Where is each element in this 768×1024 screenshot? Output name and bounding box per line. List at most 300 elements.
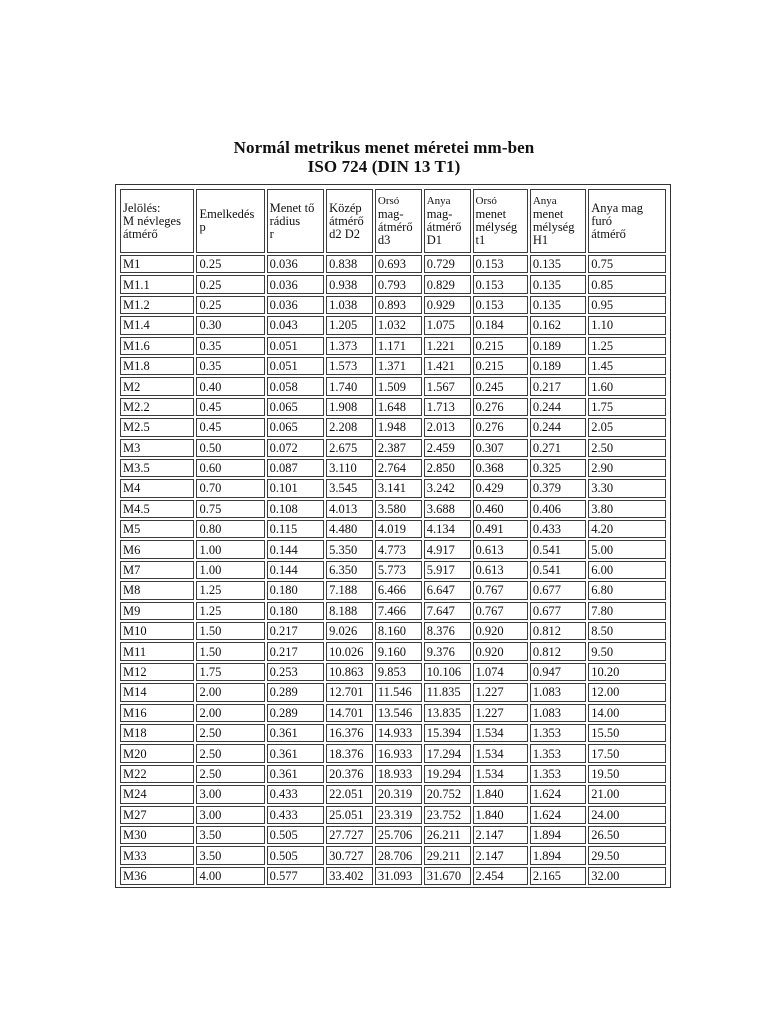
- table-cell: 0.184: [473, 316, 528, 334]
- table-cell: 5.350: [326, 540, 373, 558]
- table-cell: 6.00: [588, 561, 666, 579]
- table-cell: 0.379: [530, 479, 586, 497]
- table-cell: 1.421: [424, 357, 471, 375]
- table-cell: 1.948: [375, 418, 422, 436]
- table-cell: 2.50: [196, 765, 264, 783]
- column-header-line: átmérő: [123, 226, 158, 241]
- table-cell: 0.85: [588, 275, 666, 293]
- table-cell: 0.812: [530, 622, 586, 640]
- table-cell: 0.505: [267, 846, 324, 864]
- table-cell: 2.50: [196, 724, 264, 742]
- table-cell: 4.480: [326, 520, 373, 538]
- table-cell: 0.60: [196, 459, 264, 477]
- table-cell: 3.242: [424, 479, 471, 497]
- table-cell: 1.894: [530, 826, 586, 844]
- table-cell: 8.160: [375, 622, 422, 640]
- table-cell: 2.50: [196, 744, 264, 762]
- table-cell: 1.75: [196, 663, 264, 681]
- table-cell: 1.567: [424, 377, 471, 395]
- table-cell: 3.80: [588, 500, 666, 518]
- column-header-line: Orsó: [377, 195, 400, 207]
- table-row: [120, 520, 666, 538]
- table-cell: 6.350: [326, 561, 373, 579]
- table-cell: 6.466: [375, 581, 422, 599]
- column-header-line: menet: [475, 207, 507, 221]
- table-cell: 0.613: [473, 561, 528, 579]
- thread-designation-cell: M33: [120, 846, 194, 864]
- table-cell: 0.072: [267, 439, 324, 457]
- table-row: [120, 479, 666, 497]
- table-cell: 0.30: [196, 316, 264, 334]
- table-cell: 0.051: [267, 357, 324, 375]
- table-cell: 2.90: [588, 459, 666, 477]
- table-cell: 0.153: [473, 275, 528, 293]
- table-row: [120, 724, 666, 742]
- table-cell: 0.40: [196, 377, 264, 395]
- table-cell: 1.074: [473, 663, 528, 681]
- thread-designation-cell: M2: [120, 377, 194, 395]
- thread-dimensions-table: [118, 187, 668, 887]
- table-row: [120, 296, 666, 314]
- table-cell: 31.670: [424, 867, 471, 885]
- table-cell: 0.135: [530, 275, 586, 293]
- table-cell: 0.812: [530, 642, 586, 660]
- column-header-line: M névleges: [123, 213, 181, 228]
- thread-designation-cell: M5: [120, 520, 194, 538]
- table-cell: 0.051: [267, 337, 324, 355]
- table-row: [120, 337, 666, 355]
- table-cell: 1.075: [424, 316, 471, 334]
- table-cell: 2.50: [588, 439, 666, 457]
- table-cell: 1.25: [196, 581, 264, 599]
- table-cell: 31.093: [375, 867, 422, 885]
- table-cell: 0.144: [267, 540, 324, 558]
- table-cell: 3.545: [326, 479, 373, 497]
- column-header: [530, 189, 586, 253]
- table-cell: 0.135: [530, 296, 586, 314]
- table-row: [120, 418, 666, 436]
- table-cell: 13.546: [375, 704, 422, 722]
- table-row: [120, 683, 666, 701]
- thread-designation-cell: M1.6: [120, 337, 194, 355]
- table-cell: 1.353: [530, 744, 586, 762]
- table-cell: 0.541: [530, 561, 586, 579]
- table-cell: 0.429: [473, 479, 528, 497]
- table-cell: 0.577: [267, 867, 324, 885]
- table-cell: 0.767: [473, 581, 528, 599]
- table-cell: 5.917: [424, 561, 471, 579]
- table-cell: 7.188: [326, 581, 373, 599]
- table-cell: 0.065: [267, 398, 324, 416]
- table-cell: 4.917: [424, 540, 471, 558]
- table-row: [120, 867, 666, 885]
- table-cell: 18.933: [375, 765, 422, 783]
- column-header-line: D1: [426, 233, 442, 247]
- table-cell: 0.215: [473, 337, 528, 355]
- table-cell: 0.35: [196, 337, 264, 355]
- table-cell: 3.688: [424, 500, 471, 518]
- table-cell: 1.840: [473, 806, 528, 824]
- table-cell: 8.188: [326, 602, 373, 620]
- column-header-line: Menet tő: [269, 200, 315, 215]
- table-cell: 20.752: [424, 785, 471, 803]
- table-row: [120, 459, 666, 477]
- table-cell: 5.00: [588, 540, 666, 558]
- table-cell: 0.144: [267, 561, 324, 579]
- table-cell: 17.294: [424, 744, 471, 762]
- table-cell: 27.727: [326, 826, 373, 844]
- table-cell: 1.353: [530, 765, 586, 783]
- table-cell: 0.245: [473, 377, 528, 395]
- table-cell: 19.294: [424, 765, 471, 783]
- table-cell: 1.221: [424, 337, 471, 355]
- table-cell: 23.752: [424, 806, 471, 824]
- table-cell: 1.083: [530, 683, 586, 701]
- table-cell: 0.108: [267, 500, 324, 518]
- table-cell: 9.026: [326, 622, 373, 640]
- table-cell: 1.840: [473, 785, 528, 803]
- table-cell: 14.701: [326, 704, 373, 722]
- page-title: Normál metrikus menet méretei mm-ben: [233, 138, 535, 157]
- table-cell: 10.20: [588, 663, 666, 681]
- table-cell: 0.25: [196, 255, 264, 273]
- column-header-line: Közép: [329, 200, 362, 215]
- table-cell: 20.376: [326, 765, 373, 783]
- table-cell: 1.373: [326, 337, 373, 355]
- table-cell: 4.134: [424, 520, 471, 538]
- table-cell: 11.546: [375, 683, 422, 701]
- thread-designation-cell: M6: [120, 540, 194, 558]
- table-cell: 0.325: [530, 459, 586, 477]
- table-row: [120, 500, 666, 518]
- table-cell: 0.135: [530, 255, 586, 273]
- table-cell: 0.45: [196, 418, 264, 436]
- table-cell: 32.00: [588, 867, 666, 885]
- thread-designation-cell: M36: [120, 867, 194, 885]
- table-cell: 0.541: [530, 540, 586, 558]
- table-row: [120, 377, 666, 395]
- column-header-line: H1: [532, 233, 549, 247]
- thread-designation-cell: M1.1: [120, 275, 194, 293]
- table-cell: 0.180: [267, 581, 324, 599]
- column-header-line: menet: [532, 207, 564, 221]
- table-cell: 1.509: [375, 377, 422, 395]
- table-row: [120, 255, 666, 273]
- table-cell: 1.624: [530, 806, 586, 824]
- table-cell: 1.038: [326, 296, 373, 314]
- table-cell: 9.50: [588, 642, 666, 660]
- table-row: [120, 540, 666, 558]
- table-cell: 1.083: [530, 704, 586, 722]
- thread-designation-cell: M1.4: [120, 316, 194, 334]
- table-cell: 2.165: [530, 867, 586, 885]
- table-cell: 3.141: [375, 479, 422, 497]
- thread-designation-cell: M3.5: [120, 459, 194, 477]
- table-row: [120, 663, 666, 681]
- table-row: [120, 704, 666, 722]
- column-header-line: Orsó: [475, 195, 497, 207]
- column-header: [588, 189, 666, 253]
- table-cell: 0.920: [473, 622, 528, 640]
- table-cell: 0.361: [267, 765, 324, 783]
- table-cell: 0.036: [267, 255, 324, 273]
- thread-designation-cell: M18: [120, 724, 194, 742]
- table-cell: 1.624: [530, 785, 586, 803]
- table-cell: 30.727: [326, 846, 373, 864]
- page-subtitle: ISO 724 (DIN 13 T1): [307, 157, 461, 176]
- table-cell: 1.713: [424, 398, 471, 416]
- table-cell: 10.026: [326, 642, 373, 660]
- column-header-line: Anya mag: [591, 200, 643, 215]
- table-cell: 10.863: [326, 663, 373, 681]
- thread-designation-cell: M10: [120, 622, 194, 640]
- table-cell: 0.505: [267, 826, 324, 844]
- table-cell: 0.307: [473, 439, 528, 457]
- thread-designation-cell: M4.5: [120, 500, 194, 518]
- table-cell: 0.115: [267, 520, 324, 538]
- table-cell: 0.45: [196, 398, 264, 416]
- table-cell: 16.933: [375, 744, 422, 762]
- table-cell: 0.893: [375, 296, 422, 314]
- table-cell: 24.00: [588, 806, 666, 824]
- table-cell: 0.25: [196, 296, 264, 314]
- table-cell: 18.376: [326, 744, 373, 762]
- column-header-line: mélység: [475, 220, 518, 234]
- table-cell: 0.50: [196, 439, 264, 457]
- column-header-line: mag-: [426, 207, 453, 221]
- table-cell: 3.50: [196, 826, 264, 844]
- table-cell: 7.466: [375, 602, 422, 620]
- table-cell: 0.101: [267, 479, 324, 497]
- table-cell: 0.75: [588, 255, 666, 273]
- table-row: [120, 765, 666, 783]
- table-cell: 1.534: [473, 765, 528, 783]
- table-cell: 4.019: [375, 520, 422, 538]
- table-cell: 16.376: [326, 724, 373, 742]
- table-cell: 0.25: [196, 275, 264, 293]
- thread-designation-cell: M11: [120, 642, 194, 660]
- table-cell: 1.50: [196, 642, 264, 660]
- column-header-line: átmérő: [377, 220, 413, 234]
- table-cell: 9.160: [375, 642, 422, 660]
- column-header-line: átmérő: [329, 213, 364, 228]
- table-row: [120, 622, 666, 640]
- table-cell: 0.217: [267, 642, 324, 660]
- table-cell: 2.00: [196, 704, 264, 722]
- table-cell: 0.767: [473, 602, 528, 620]
- table-cell: 0.433: [530, 520, 586, 538]
- table-row: [120, 439, 666, 457]
- thread-designation-cell: M22: [120, 765, 194, 783]
- table-cell: 2.454: [473, 867, 528, 885]
- table-cell: 0.036: [267, 296, 324, 314]
- table-cell: 0.95: [588, 296, 666, 314]
- table-cell: 28.706: [375, 846, 422, 864]
- table-cell: 7.80: [588, 602, 666, 620]
- thread-designation-cell: M30: [120, 826, 194, 844]
- table-cell: 26.50: [588, 826, 666, 844]
- thread-table-frame: [115, 184, 671, 888]
- table-row: [120, 642, 666, 660]
- table-cell: 0.065: [267, 418, 324, 436]
- table-cell: 3.00: [196, 806, 264, 824]
- table-cell: 0.677: [530, 581, 586, 599]
- table-cell: 0.189: [530, 337, 586, 355]
- table-cell: 0.361: [267, 744, 324, 762]
- table-row: [120, 316, 666, 334]
- table-cell: 2.147: [473, 826, 528, 844]
- table-cell: 0.180: [267, 602, 324, 620]
- column-header-line: r: [269, 226, 274, 241]
- table-cell: 4.20: [588, 520, 666, 538]
- table-cell: 2.00: [196, 683, 264, 701]
- thread-designation-cell: M27: [120, 806, 194, 824]
- table-cell: 25.706: [375, 826, 422, 844]
- table-cell: 0.289: [267, 683, 324, 701]
- table-cell: 26.211: [424, 826, 471, 844]
- table-body: [120, 255, 666, 885]
- table-cell: 0.036: [267, 275, 324, 293]
- table-cell: 0.189: [530, 357, 586, 375]
- table-cell: 13.835: [424, 704, 471, 722]
- table-cell: 22.051: [326, 785, 373, 803]
- column-header-line: d2 D2: [329, 226, 360, 241]
- table-cell: 10.106: [424, 663, 471, 681]
- table-cell: 0.613: [473, 540, 528, 558]
- table-cell: 0.271: [530, 439, 586, 457]
- table-cell: 0.829: [424, 275, 471, 293]
- table-row: [120, 846, 666, 864]
- table-cell: 20.319: [375, 785, 422, 803]
- column-header-line: furó: [591, 213, 613, 228]
- table-cell: 0.729: [424, 255, 471, 273]
- column-header-line: t1: [475, 233, 486, 247]
- table-cell: 0.361: [267, 724, 324, 742]
- table-cell: 2.850: [424, 459, 471, 477]
- table-cell: 8.50: [588, 622, 666, 640]
- table-cell: 1.371: [375, 357, 422, 375]
- table-cell: 1.908: [326, 398, 373, 416]
- table-cell: 7.647: [424, 602, 471, 620]
- table-cell: 23.319: [375, 806, 422, 824]
- table-cell: 29.50: [588, 846, 666, 864]
- thread-designation-cell: M4: [120, 479, 194, 497]
- table-cell: 3.110: [326, 459, 373, 477]
- table-cell: 21.00: [588, 785, 666, 803]
- thread-designation-cell: M14: [120, 683, 194, 701]
- table-cell: 1.534: [473, 724, 528, 742]
- thread-designation-cell: M2.2: [120, 398, 194, 416]
- table-header-row: [120, 189, 666, 253]
- table-cell: 2.013: [424, 418, 471, 436]
- table-cell: 1.00: [196, 540, 264, 558]
- column-header-line: p: [199, 220, 206, 234]
- table-cell: 0.217: [530, 377, 586, 395]
- column-header-line: d3: [377, 233, 391, 247]
- table-cell: 0.215: [473, 357, 528, 375]
- table-cell: 3.30: [588, 479, 666, 497]
- table-cell: 2.675: [326, 439, 373, 457]
- table-cell: 33.402: [326, 867, 373, 885]
- column-header: [120, 189, 194, 253]
- table-cell: 2.459: [424, 439, 471, 457]
- table-row: [120, 398, 666, 416]
- table-cell: 3.50: [196, 846, 264, 864]
- table-cell: 1.60: [588, 377, 666, 395]
- thread-designation-cell: M8: [120, 581, 194, 599]
- table-cell: 14.933: [375, 724, 422, 742]
- table-cell: 29.211: [424, 846, 471, 864]
- column-header-line: Anya: [532, 195, 557, 207]
- column-header-line: rádius: [269, 213, 301, 228]
- table-cell: 0.460: [473, 500, 528, 518]
- table-cell: 0.35: [196, 357, 264, 375]
- table-cell: 2.387: [375, 439, 422, 457]
- table-cell: 1.740: [326, 377, 373, 395]
- table-cell: 1.227: [473, 683, 528, 701]
- thread-designation-cell: M1: [120, 255, 194, 273]
- table-cell: 0.244: [530, 418, 586, 436]
- table-cell: 3.580: [375, 500, 422, 518]
- table-cell: 0.153: [473, 255, 528, 273]
- table-cell: 1.45: [588, 357, 666, 375]
- table-cell: 1.353: [530, 724, 586, 742]
- table-cell: 1.894: [530, 846, 586, 864]
- thread-designation-cell: M24: [120, 785, 194, 803]
- table-cell: 0.087: [267, 459, 324, 477]
- thread-designation-cell: M16: [120, 704, 194, 722]
- table-cell: 1.75: [588, 398, 666, 416]
- table-cell: 1.205: [326, 316, 373, 334]
- table-cell: 14.00: [588, 704, 666, 722]
- table-cell: 0.368: [473, 459, 528, 477]
- table-cell: 0.947: [530, 663, 586, 681]
- table-cell: 0.80: [196, 520, 264, 538]
- table-cell: 25.051: [326, 806, 373, 824]
- table-cell: 15.50: [588, 724, 666, 742]
- table-cell: 2.208: [326, 418, 373, 436]
- thread-designation-cell: M12: [120, 663, 194, 681]
- table-cell: 0.693: [375, 255, 422, 273]
- table-cell: 1.534: [473, 744, 528, 762]
- table-cell: 2.147: [473, 846, 528, 864]
- table-cell: 1.227: [473, 704, 528, 722]
- thread-designation-cell: M9: [120, 602, 194, 620]
- table-cell: 0.433: [267, 806, 324, 824]
- table-row: [120, 275, 666, 293]
- table-row: [120, 561, 666, 579]
- column-header: [375, 189, 422, 253]
- thread-designation-cell: M7: [120, 561, 194, 579]
- table-row: [120, 581, 666, 599]
- thread-designation-cell: M2.5: [120, 418, 194, 436]
- table-cell: 0.929: [424, 296, 471, 314]
- table-cell: 0.75: [196, 500, 264, 518]
- table-cell: 3.00: [196, 785, 264, 803]
- table-cell: 1.573: [326, 357, 373, 375]
- table-row: [120, 785, 666, 803]
- column-header: [424, 189, 471, 253]
- table-cell: 0.433: [267, 785, 324, 803]
- column-header-line: Jelölés:: [123, 200, 161, 215]
- table-cell: 0.276: [473, 398, 528, 416]
- table-cell: 2.05: [588, 418, 666, 436]
- table-cell: 1.50: [196, 622, 264, 640]
- table-cell: 0.276: [473, 418, 528, 436]
- column-header-line: mag-: [377, 207, 404, 221]
- column-header-line: Anya: [426, 195, 451, 207]
- thread-designation-cell: M1.2: [120, 296, 194, 314]
